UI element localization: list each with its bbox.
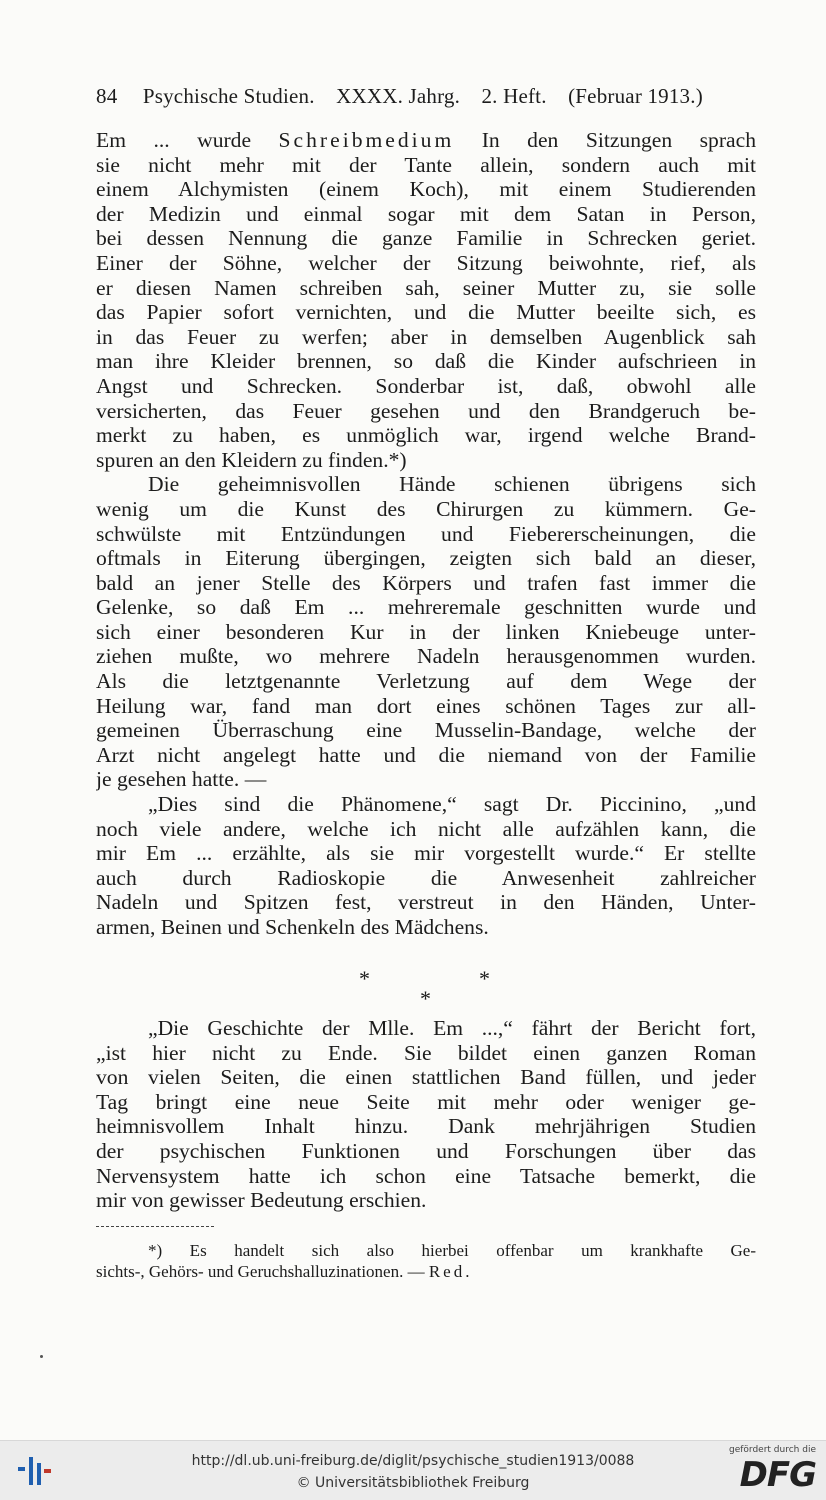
spaced-emphasis: Schreibmedium bbox=[278, 128, 455, 152]
text-line: armen, Beinen und Schenkeln des Mädchens. bbox=[96, 915, 489, 939]
text-line: Nadeln und Spitzen fest, verstreut in den Händen, Unter- bbox=[96, 890, 756, 915]
text-fragment: In den Sitzungen sprach bbox=[454, 128, 756, 152]
text-line: merkt zu haben, es unmöglich war, irgend welche Brand- bbox=[96, 423, 756, 448]
text-line: bald an jener Stelle des Körpers und trafen fast immer die bbox=[96, 570, 756, 595]
text-line: der psychischen Funktionen und Forschungen über das bbox=[96, 1138, 756, 1163]
text-line: in das Feuer zu werfen; aber in demselben Augenblick sah bbox=[96, 324, 756, 349]
text-line: der Medizin und einmal sogar mit dem Satan in Person, bbox=[96, 201, 756, 226]
text-line: mir Em ... erzählte, als sie mir vorgestellt wurde.“ Er stellte bbox=[96, 841, 756, 866]
text-line: Nervensystem hatte ich schon eine Tatsache bemerkt, die bbox=[96, 1163, 756, 1188]
copyright-notice: © Universitätsbibliothek Freiburg bbox=[296, 1475, 530, 1491]
text-line: Als die letztgenannte Verletzung auf dem Wege der bbox=[96, 669, 756, 694]
footnote bbox=[96, 1240, 756, 1282]
text-line: *) Es handelt sich also hierbei offenbar um krankhafte Ge- bbox=[148, 1241, 756, 1260]
text-line: das Papier sofort vernichten, und die Mutter beeilte sich, es bbox=[96, 300, 756, 325]
text-line: sich einer besonderen Kur in der linken Kniebeuge unter- bbox=[96, 619, 756, 644]
text-line: Tag bringt eine neue Seite mit mehr oder weniger ge- bbox=[96, 1089, 756, 1114]
footnote-rule bbox=[96, 1226, 214, 1227]
text-line: er diesen Namen schreiben sah, seiner Mutter zu, sie solle bbox=[96, 275, 756, 300]
volume-label: XXXX. Jahrg. bbox=[336, 84, 461, 108]
body-text bbox=[96, 128, 756, 940]
text-fragment: sichts-, Gehörs- und Geruchshalluzinationen. — bbox=[96, 1262, 429, 1281]
spaced-emphasis: Red. bbox=[428, 1262, 473, 1281]
text-line: „Die Geschichte der Mlle. Em ...,“ fährt der Bericht fort, bbox=[148, 1016, 756, 1040]
page-number: 84 bbox=[96, 84, 118, 108]
issue-label: 2. Heft. bbox=[481, 84, 547, 108]
separator-star: * bbox=[420, 986, 431, 1011]
text-line: mir von gewisser Bedeutung erschien. bbox=[96, 1188, 427, 1213]
text-line: bei dessen Nennung die ganze Familie in Schrecken geriet. bbox=[96, 226, 756, 251]
running-head bbox=[96, 84, 758, 109]
text-line: ziehen mußte, wo mehrere Nadeln herausgenommen wurden. bbox=[96, 644, 756, 669]
text-line: wenig um die Kunst des Chirurgen zu kümmern. Ge- bbox=[96, 496, 756, 521]
text-line: versicherten, das Feuer gesehen und den Brandgeruch be- bbox=[96, 398, 756, 423]
dfg-logo-icon: DFG bbox=[739, 1455, 816, 1495]
text-line: „Dies sind die Phänomene,“ sagt Dr. Piccinino, „und bbox=[148, 792, 756, 817]
text-line: schwülste mit Entzündungen und Fiebererscheinungen, die bbox=[96, 521, 756, 546]
scan-speck bbox=[40, 1355, 43, 1358]
issue-date: (Februar 1913.) bbox=[568, 84, 703, 108]
text-line: Heilung war, fand man dort eines schönen Tages zur all- bbox=[96, 693, 756, 718]
text-line: Angst und Schrecken. Sonderbar ist, daß, obwohl alle bbox=[96, 373, 756, 398]
text-line: heimnisvollem Inhalt hinzu. Dank mehrjährigen Studien bbox=[96, 1114, 756, 1139]
text-line: Arzt nicht angelegt hatte und die niemand von der Familie bbox=[96, 742, 756, 767]
journal-title: Psychische Studien. bbox=[142, 84, 315, 108]
text-fragment: Em ... wurde bbox=[96, 128, 279, 152]
separator-star: * bbox=[359, 966, 370, 991]
text-line bbox=[96, 128, 756, 153]
text-line: man ihre Kleider brennen, so daß die Kinder aufschrieen in bbox=[96, 349, 756, 374]
body-text-continued bbox=[96, 1016, 756, 1213]
text-line: Einer der Söhne, welcher der Sitzung beiwohnte, rief, als bbox=[96, 250, 756, 275]
text-line: „ist hier nicht zu Ende. Sie bildet einen ganzen Roman bbox=[96, 1040, 756, 1065]
text-line: spuren an den Kleidern zu finden.*) bbox=[96, 447, 407, 472]
text-line: auch durch Radioskopie die Anwesenheit zahlreicher bbox=[96, 865, 756, 890]
text-line bbox=[96, 1261, 756, 1282]
text-line: je gesehen hatte. — bbox=[96, 767, 267, 792]
text-line: noch viele andere, welche ich nicht alle aufzählen kann, die bbox=[96, 816, 756, 841]
text-line: einem Alchymisten (einem Koch), mit einem Studierenden bbox=[96, 177, 756, 202]
text-line: von vielen Seiten, die einen stattlichen Band füllen, und jeder bbox=[96, 1065, 756, 1090]
text-line: oftmals in Eiterung übergingen, zeigten sich bald an dieser, bbox=[96, 546, 756, 571]
permalink-url[interactable]: http://dl.ub.uni-freiburg.de/diglit/psychische_studien1913/0088 bbox=[191, 1453, 635, 1469]
text-line: Die geheimnisvollen Hände schienen übrigens sich bbox=[148, 472, 756, 497]
dfg-sponsor bbox=[720, 1445, 816, 1497]
text-line: gemeinen Überraschung eine Musselin-Bandage, welche der bbox=[96, 718, 756, 743]
sponsor-label: gefördert durch die bbox=[729, 1445, 816, 1455]
text-line: sie nicht mehr mit der Tante allein, sondern auch mit bbox=[96, 152, 756, 177]
text-line: Gelenke, so daß Em ... mehreremale geschnitten wurde und bbox=[96, 595, 756, 620]
separator-star: * bbox=[479, 966, 490, 991]
viewer-footer bbox=[0, 1440, 826, 1500]
